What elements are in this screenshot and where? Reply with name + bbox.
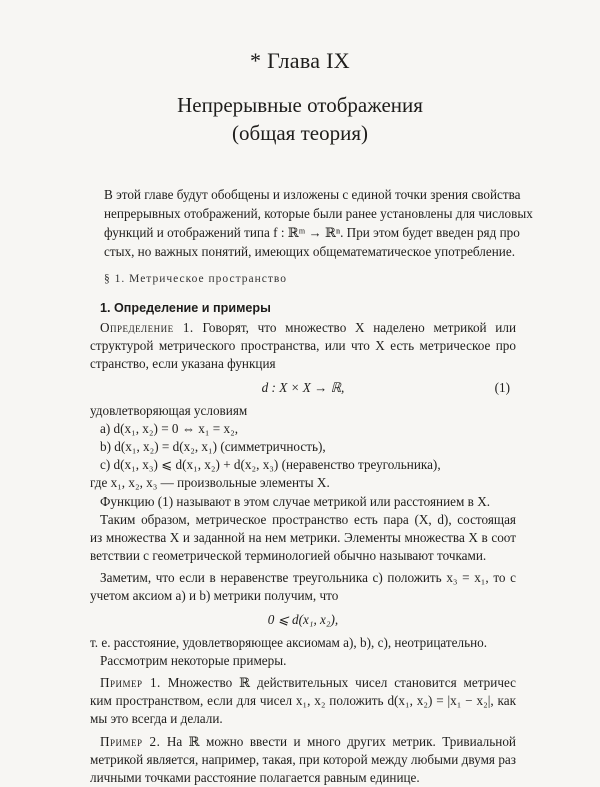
paragraph-line: из множества X и заданной на нем метрики. Элементы множества X в соот <box>90 529 516 545</box>
definition-line: странство, если указана функция <box>90 356 276 372</box>
definition-text: Говорят, что множество X наделено метрикой или <box>202 320 517 335</box>
chapter-title-line2: (общая теория) <box>232 121 368 145</box>
definition-label: Определение 1. <box>100 320 194 335</box>
paragraph-line: Таким образом, метрическое пространство есть пара (X, d), состоящая <box>100 511 516 527</box>
example-2-label: Пример 2. <box>100 733 161 749</box>
definition-line: структурой метрического пространства, или что X есть метрическое про <box>90 338 516 354</box>
intro-line: непрерывных отображений, которые были ранее установлены для числовых <box>104 206 533 221</box>
paragraph-line: Функцию (1) называют в этом случае метрикой или расстоянием в X. <box>100 493 491 509</box>
formula-1 <box>90 374 516 402</box>
chapter-title-line1: Непрерывные отображения <box>177 93 423 117</box>
example-line: ким пространством, если для чисел x₁, x₂ положить d(x₁, x₂) = |x₁ − x₂|, как <box>90 693 516 709</box>
subsection-heading: 1. Определение и примеры <box>100 301 271 315</box>
chapter-heading: * Глава IX <box>250 48 350 73</box>
paragraph-line: Рассмотрим некоторые примеры. <box>100 652 287 668</box>
intro-line: стых, но важных понятий, имеющих общематематическое употребление. <box>104 244 516 259</box>
example-line <box>90 733 516 751</box>
condition-c: c) d(x₁, x₃) ⩽ d(x₁, x₂) + d(x₂, x₃) (неравенство треугольника), <box>100 457 441 473</box>
formula-2-expression: 0 ⩽ d(x₁, x₂), <box>267 611 339 627</box>
example-1-text: Множество ℝ действительных чисел становится метричес <box>167 675 516 690</box>
formula-1-number: (1) <box>494 379 510 395</box>
definition-line: удовлетворяющая условиям <box>90 402 248 418</box>
example-line <box>90 674 516 692</box>
main-text <box>90 299 516 787</box>
example-line: мы это всегда и делали. <box>90 711 223 727</box>
paragraph-line: ветствии с геометрической терминологией обычно называют точками. <box>90 548 487 564</box>
paragraph-line: учетом аксиом a) и b) метрики получим, что <box>90 588 339 604</box>
example-line: личными точками расстояние полагается равным единице. <box>90 769 420 785</box>
formula-2 <box>90 606 516 634</box>
intro-line: функций и отображений типа f : ℝᵐ → ℝⁿ. При этом будет введен ряд про <box>104 225 520 240</box>
example-1-label: Пример 1. <box>100 675 161 690</box>
section-heading: § 1. Метрическое пространство <box>104 273 287 285</box>
intro-paragraph <box>104 185 533 261</box>
example-2-text: На ℝ можно ввести и много других метрик. Тривиальной <box>166 733 516 749</box>
chapter-title <box>0 91 600 147</box>
condition-a: a) d(x₁, x₂) = 0 ⇔ x₁ = x₂, <box>100 420 239 436</box>
condition-b: b) d(x₁, x₂) = d(x₂, x₁) (симметричность), <box>100 438 326 454</box>
paragraph-line: т. е. расстояние, удовлетворяющее аксиомам a), b), c), неотрицательно. <box>90 634 488 650</box>
paragraph-line: Заметим, что если в неравенстве треугольника c) положить x₃ = x₁, то с <box>100 570 516 586</box>
formula-1-expression: d : X × X → ℝ, <box>261 379 345 395</box>
intro-line: В этой главе будут обобщены и изложены с единой точки зрения свойства <box>104 187 521 202</box>
definition-line <box>90 319 516 337</box>
example-line: метрикой является, например, такая, при которой между любыми двумя раз <box>90 751 516 767</box>
definition-line: где x₁, x₂, x₃ — произвольные элементы X. <box>90 475 330 491</box>
